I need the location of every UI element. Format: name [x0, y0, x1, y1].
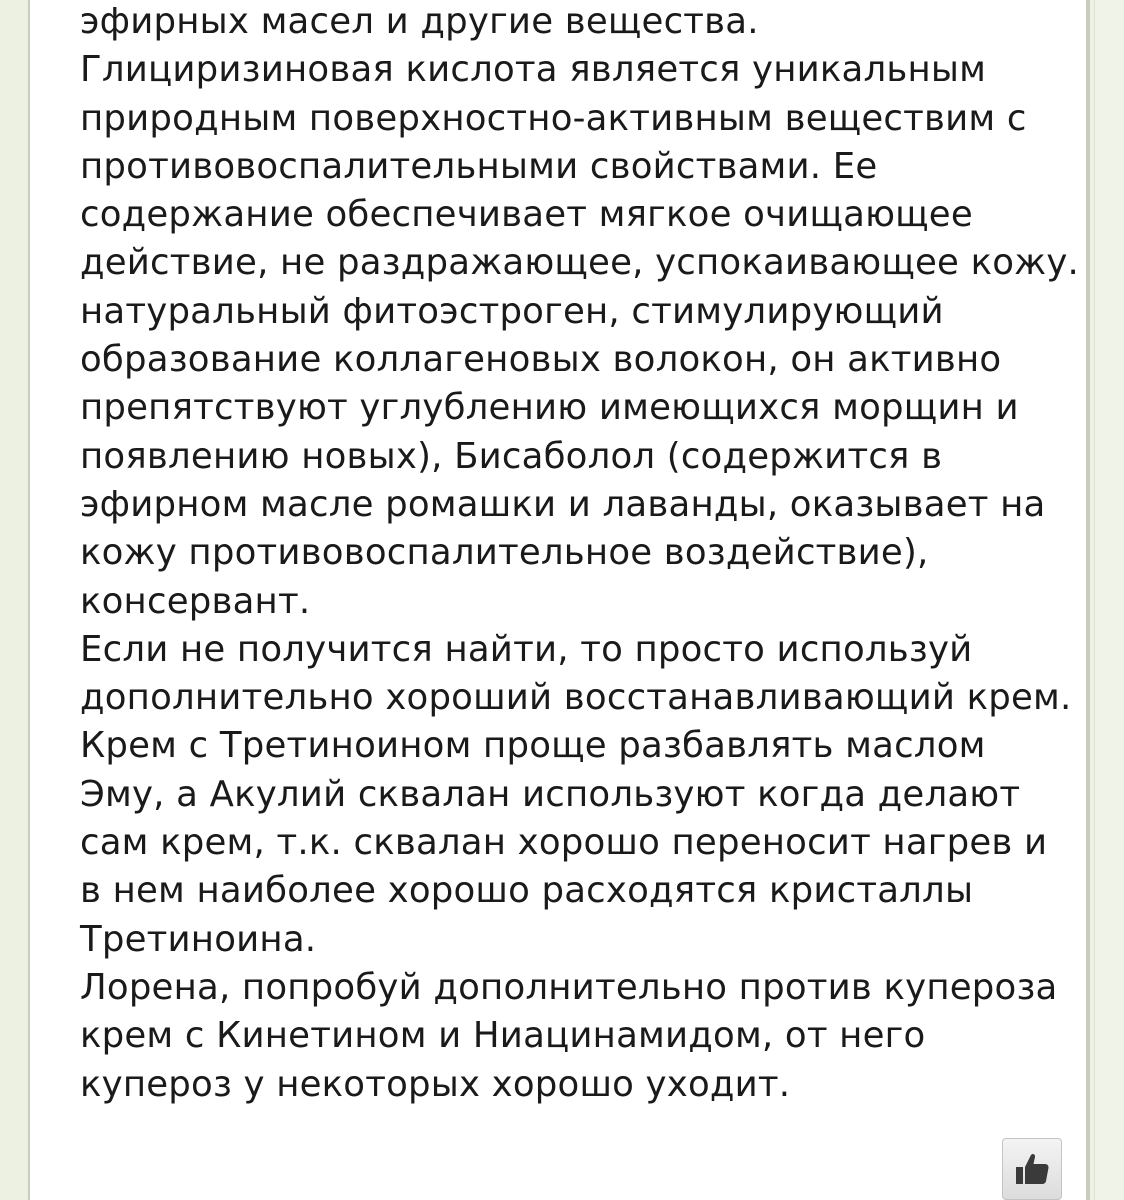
- post-line: Третиноина.: [80, 918, 317, 960]
- post-line: появлению новых), Бисаболол (содержится в: [80, 435, 943, 477]
- post-line: кожу противовоспалительное воздействие),: [80, 532, 929, 574]
- right-margin: [1094, 0, 1124, 1200]
- post-line: Лорена, попробуй дополнительно против купероза: [80, 966, 1058, 1008]
- post-body: [80, 0, 1110, 1109]
- post-line: природным поверхностно-активным веществим с: [80, 97, 1027, 139]
- post-line: противовоспалительными свойствами. Ее: [80, 145, 878, 187]
- post-line: Глициризиновая кислота является уникальным: [80, 49, 987, 91]
- post-line: Если не получится найти, то просто используй: [80, 628, 973, 670]
- post-line: эфирных масел и другие вещества.: [80, 1, 759, 42]
- post-line: эфирном масле ромашки и лаванды, оказывает на: [80, 483, 1046, 525]
- post-line: купероз у некоторых хорошо уходит.: [80, 1063, 791, 1105]
- post-line: Крем с Третиноином проще разбавлять маслом: [80, 725, 986, 767]
- post-line: препятствуют углублению имеющихся морщин и: [80, 387, 1019, 429]
- post-line: Эму, а Акулий сквалан используют когда делают: [80, 773, 1021, 815]
- post-line: сам крем, т.к. сквалан хорошо переносит нагрев и: [80, 822, 1048, 864]
- post-line: дополнительно хороший восстанавливающий крем.: [80, 677, 1072, 719]
- post-line: натуральный фитоэстроген, стимулирующий: [80, 290, 944, 332]
- post-line: содержание обеспечивает мягкое очищающее: [80, 194, 973, 236]
- post-line: крем с Кинетином и Ниацинамидом, от него: [80, 1015, 926, 1057]
- thumbs-up-icon: [1012, 1149, 1052, 1189]
- post-line: в нем наиболее хорошо расходятся кристаллы: [80, 870, 974, 912]
- left-margin: [0, 0, 28, 1200]
- post-line: действие, не раздражающее, успокаивающее кожу.: [80, 242, 1080, 284]
- forum-post: [28, 0, 1090, 1200]
- post-line: консервант.: [80, 580, 311, 622]
- like-button[interactable]: [1002, 1138, 1062, 1200]
- post-line: образование коллагеновых волокон, он активно: [80, 339, 1002, 381]
